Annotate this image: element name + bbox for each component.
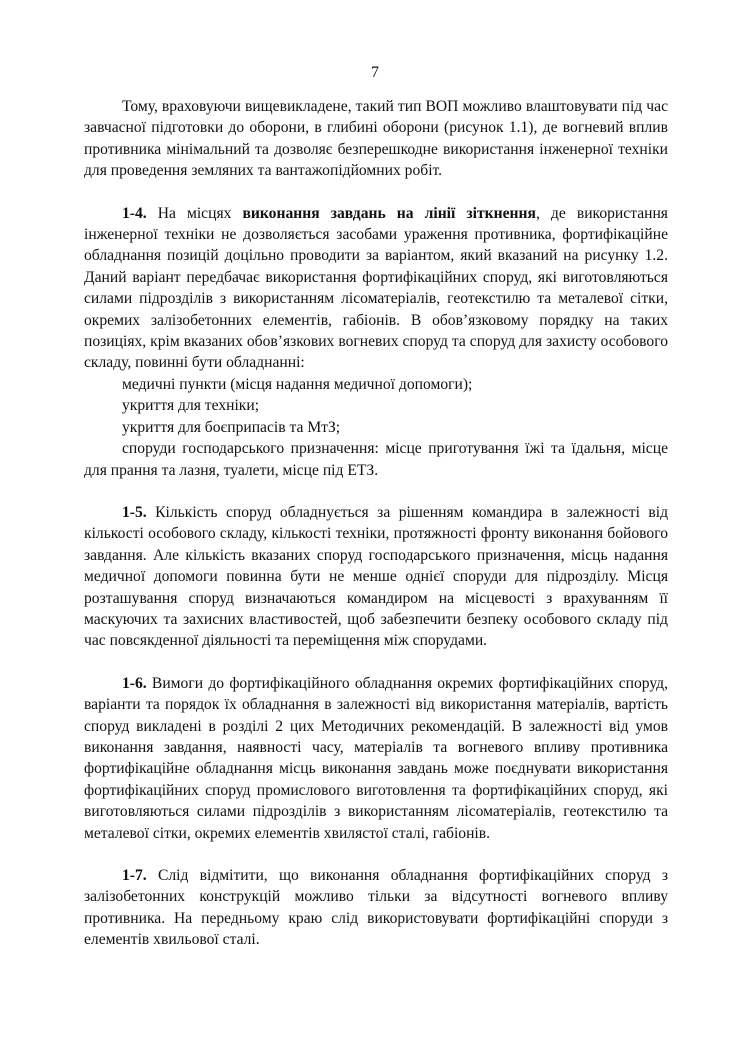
section-number-1-4: 1-4.	[122, 204, 147, 222]
paragraph-1-7-text: Слід відмітити, що виконання обладнання фортифікаційних споруд з залізобетонних конструкцій можливо тільки за відсутності вогневого впливу противника. На передньому краю слід використовувати фортифікаційні споруди з елементів хвильової сталі.	[84, 867, 668, 949]
list-item-household-facilities: споруди господарського призначення: місце приготування їжі та їдальня, місце для прання та лазня, туалети, місце під ЕТЗ.	[84, 440, 668, 479]
paragraph-1-4-lead: На місцях	[146, 204, 243, 222]
paragraph-gap	[84, 652, 668, 673]
section-number-1-7: 1-7.	[122, 867, 147, 884]
paragraph-1-6-text: Вимоги до фортифікаційного обладнання окремих фортифікаційних споруд, варіанти та порядок їх обладнання в залежності від використання матеріалів, вартість споруд викладені в розділі 2 цих Методичних рекомендацій. В залежності від умов виконання завдання, наявності часу, матеріалів та вогневого впливу противника фортифікаційне обладнання місць виконання завдань може поєднувати використання фортифікаційних споруд промислового виготовлення та фортифікаційних споруд, які виготовляються силами підрозділів з використанням лісоматеріалів, геотекстилю та металевої сітки, окремих елементів хвилястої сталі, габіонів.	[84, 674, 668, 842]
paragraph-gap	[84, 481, 668, 502]
paragraph-1-5-text: Кількість споруд обладнується за рішенням командира в залежності від кількості особового складу, кількості техніки, протяжності фронту виконання бойового завдання. Але кількість вказаних споруд господарського призначення, місць надання медичної допомоги повинна бути не менше однієї споруди для підрозділу. Місця розташування споруд визначаються командиром на місцевості з врахуванням її маскуючих та захисних властивостей, щоб забезпечити безпеку особового складу під час повсякденної діяльності та переміщення між спорудами.	[84, 503, 668, 650]
list-item-medical-points: медичні пункти (місця надання медичної допомоги);	[122, 375, 473, 393]
paragraph-1-4-text: , де використання інженерної техніки не дозволяється засобами ураження противника, фортифікаційне обладнання позицій доцільно проводити за варіантом, який вказаний на рисунку 1.2. Даний варіант передбачає використання фортифікаційних споруд, які виготовляються силами підрозділів з використанням лісоматеріалів, геотекстилю та металевої сітки, окремих залізобетонних елементів, габіонів. В обов’язковому порядку на таких позиціях, крім вказаних обов’язкових вогневих споруд та споруд для захисту особового складу, повинні бути обладнанні:	[84, 204, 668, 372]
paragraph-gap	[84, 844, 668, 865]
section-number-1-6: 1-6.	[122, 674, 147, 692]
highlighted-phrase: виконання завдань на лінії зіткнення	[242, 204, 536, 222]
document-body	[84, 96, 668, 951]
paragraph-1-7	[84, 865, 668, 951]
paragraph-1-5	[84, 502, 668, 652]
paragraph-1-4	[84, 203, 668, 374]
paragraph-gap	[84, 182, 668, 203]
section-number-1-5: 1-5.	[122, 503, 147, 521]
list-item-ammo-shelters: укриття для боєприпасів та МтЗ;	[122, 418, 341, 436]
page-number: 7	[371, 64, 379, 81]
paragraph-1-6	[84, 673, 668, 844]
paragraph-intro: Тому, враховуючи вищевикладене, такий тип ВОП можливо влаштовувати під час завчасної підготовки до оборони, в глибині оборони (рисунок 1.1), де вогневий вплив противника мінімальний та дозволяє безперешкодне використання інженерної техніки для проведення земляних та вантажопідйомних робіт.	[84, 98, 668, 180]
list-item-vehicle-shelters: укриття для техніки;	[122, 397, 260, 415]
